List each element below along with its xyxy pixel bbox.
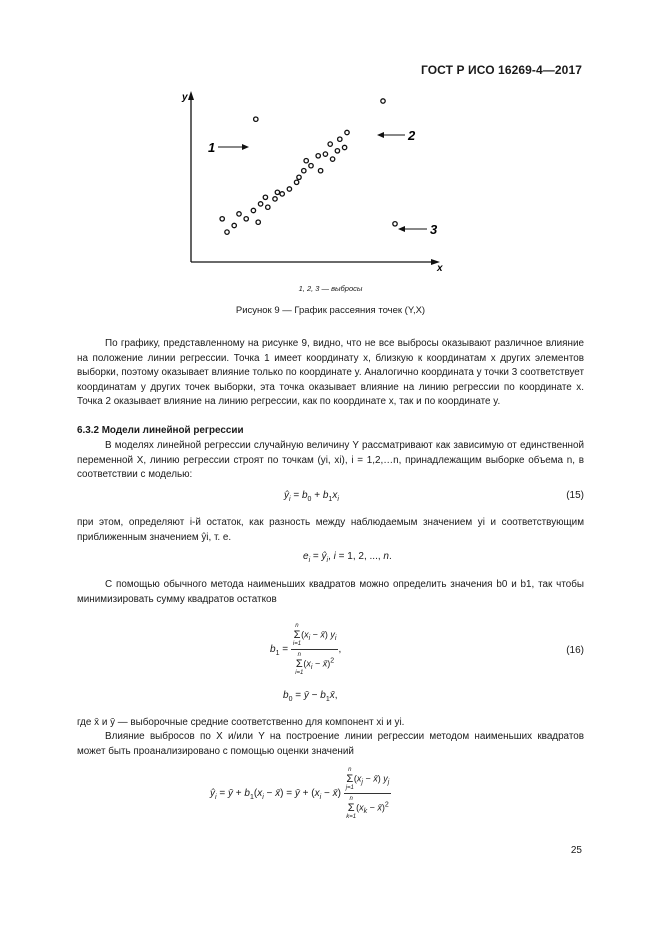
data-point xyxy=(256,220,260,224)
data-point xyxy=(318,169,322,173)
y-axis xyxy=(188,91,194,262)
y-axis-label: y xyxy=(182,92,188,103)
b1-fraction: n Σ i=1 ($x_i$ − x̄) $y_i$ n Σ i=1 ($x_i$ − x̄)$^2$ xyxy=(292,623,337,676)
outlier-1-label: 1 xyxy=(208,140,216,155)
figure-caption: Рисунок 9 — График рассеяния точек (Y,X) xyxy=(235,305,426,316)
data-point xyxy=(266,205,270,209)
data-point xyxy=(328,142,332,146)
data-point xyxy=(294,180,298,184)
data-point xyxy=(335,149,339,153)
influence-fraction: n Σ j=1 ($x_j$ − x̄) $y_j$ n Σ k=1 ($x_k$ − x̄)$^2$ xyxy=(345,767,390,820)
x-axis xyxy=(191,259,440,265)
data-point xyxy=(316,154,320,158)
equation-16-number: (16) xyxy=(566,645,584,656)
outlier-2-label: 2 xyxy=(408,128,416,143)
paragraph-influence: Влияние выбросов по X и/или Y на построение линии регрессии методом наименьших квадратов может быть проанализировано с помощью оценки значений xyxy=(77,731,584,757)
data-point xyxy=(232,223,236,227)
paragraph-least-squares: С помощью обычного метода наименьших квадратов можно определить значения b0 и b1, так чтобы минимизировать сумму квадратов остатков xyxy=(77,579,584,605)
equation-residual: $e_i$ = $ŷ_i$, i = 1, 2, ..., n. xyxy=(303,551,392,564)
data-point xyxy=(287,187,291,191)
outlier-2-marker xyxy=(377,128,416,143)
document-header: ГОСТ Р ИСО 16269-4—2017 xyxy=(420,63,582,77)
data-point xyxy=(244,217,248,221)
data-point xyxy=(275,190,279,194)
figure-legend: 1, 2, 3 — выбросы xyxy=(298,284,363,293)
data-point xyxy=(220,217,224,221)
outlier-3-marker xyxy=(398,222,438,237)
data-point xyxy=(273,197,277,201)
data-point xyxy=(330,157,334,161)
data-point xyxy=(258,202,262,206)
data-point xyxy=(263,195,267,199)
equation-15: $ŷ_i = b_0 + b_1x_i$ xyxy=(284,490,339,503)
data-point xyxy=(342,145,346,149)
data-point xyxy=(251,208,255,212)
data-point xyxy=(309,164,313,168)
data-point xyxy=(302,169,306,173)
paragraph-means: где x̄ и ȳ — выборочные средние соответственно для компонент xi и yi. xyxy=(77,717,405,728)
data-point xyxy=(304,159,308,163)
equation-16-b0: $b_0$ = ȳ − $b_1x̄$, xyxy=(283,690,338,703)
outlier-point-2 xyxy=(381,99,385,103)
data-points xyxy=(220,99,397,235)
scatter-figure xyxy=(180,88,470,278)
x-axis-label: x xyxy=(437,263,443,274)
data-point xyxy=(225,230,229,234)
outlier-point-3 xyxy=(393,222,397,226)
outlier-1-marker xyxy=(208,140,249,155)
paragraph-linear-models: В моделях линейной регрессии случайную величину Y рассматривают как зависимую от единственной переменной X, линию регрессии строят по точкам (yi, xi), i = 1,2,…n, принадлежащим выборке объема n, в соответствии с моделью: xyxy=(77,440,584,480)
data-point xyxy=(280,192,284,196)
data-point xyxy=(297,175,301,179)
outlier-point-1 xyxy=(254,117,258,121)
data-point xyxy=(345,130,349,134)
equation-16-b1: $b_1$ = n Σ i=1 ($x_i$ − x̄) $y_i$ n Σ i=1 ($x_i$ − x̄)$^2$ , xyxy=(270,623,342,676)
equation-influence: $ŷ_i$ = ȳ + $b_1(x_i$ − x̄) = ȳ + ($x_i$ − x̄) n Σ j=1 ($x_j$ − x̄) $y_j$ n Σ k=1 ($x_k$ − x̄)$^2$ xyxy=(210,767,390,820)
paragraph-outliers: По графику, представленному на рисунке 9, видно, что не все выбросы оказывают различное влияние на положение линии регрессии. Точка 1 имеет координату x, близкую к координатам x других элементов выборки, поэтому оказывает влияние только по координате y. Аналогично координата y точки 3 соответствует координатам y других точек выборки, эта точка оказывает влияние на линию регрессии по координате x. Точка 2 оказывает влияние на линию регрессии, как по координате x, так и по координате y. xyxy=(77,338,584,407)
section-heading: 6.3.2 Модели линейной регрессии xyxy=(77,425,244,436)
data-point xyxy=(338,137,342,141)
data-point xyxy=(237,212,241,216)
outlier-3-label: 3 xyxy=(430,222,438,237)
equation-15-number: (15) xyxy=(566,490,584,501)
paragraph-residual: при этом, определяют i-й остаток, как разность между наблюдаемым значением yi и соответствующим приближенным значением ŷi, т. е. xyxy=(77,517,584,543)
data-point xyxy=(323,152,327,156)
page-number: 25 xyxy=(570,845,582,856)
